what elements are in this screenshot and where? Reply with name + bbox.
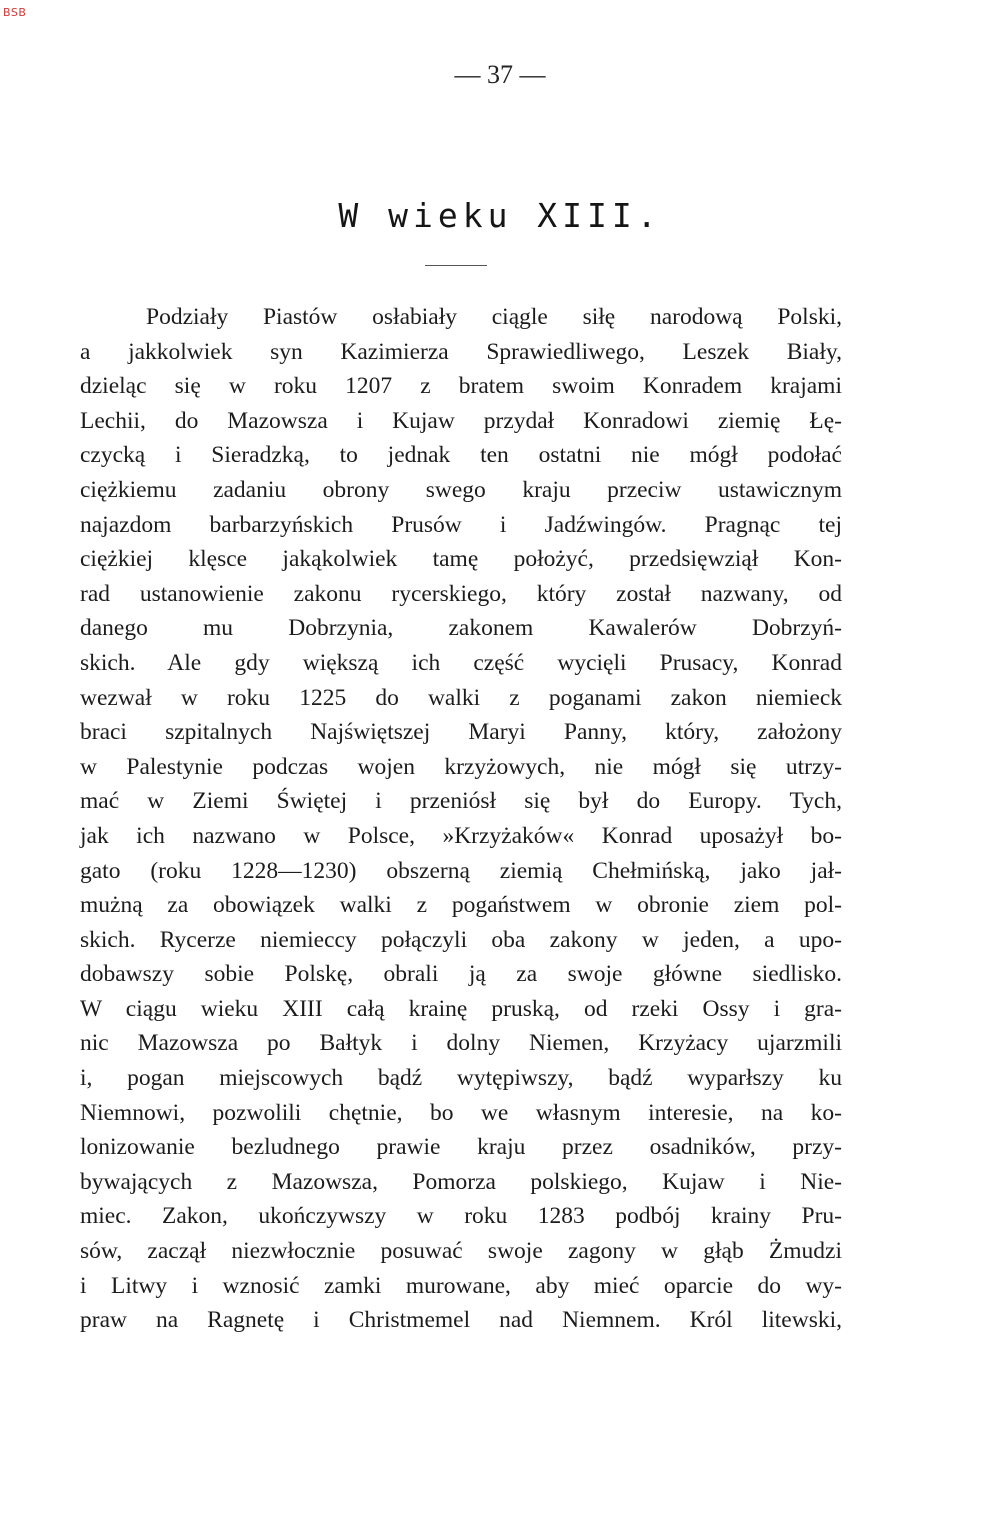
library-stamp: BSB (3, 6, 27, 19)
text-line: Niemnowi, pozwolili chętnie, bo we własnym interesie, na ko- (80, 1099, 842, 1126)
text-line: w Palestynie podczas wojen krzyżowych, nie mógł się utrzy- (80, 753, 842, 780)
chapter-title: W wieku XIII. (338, 196, 662, 235)
text-line: bywających z Mazowsza, Pomorza polskiego, Kujaw i Nie- (80, 1168, 842, 1195)
text-line: rad ustanowienie zakonu rycerskiego, który został nazwany, od (80, 580, 842, 607)
text-line: Lechii, do Mazowsza i Kujaw przydał Konradowi ziemię Łę- (80, 407, 842, 434)
text-line: dzieląc się w roku 1207 z bratem swoim Konradem krajami (80, 373, 842, 400)
text-line: sów, zaczął niezwłocznie posuwać swoje zagony w głąb Żmudzi (80, 1238, 842, 1265)
text-line: Podziały Piastów osłabiały ciągle siłę narodową Polski, (146, 304, 842, 330)
text-line: i Litwy i wznosić zamki murowane, aby mieć oparcie do wy- (80, 1272, 842, 1299)
text-line: skich. Rycerze niemieccy połączyli oba zakony w jeden, a upo- (80, 926, 842, 953)
body-paragraph (80, 300, 842, 1338)
text-line: najazdom barbarzyńskich Prusów i Jadźwingów. Pragnąc tej (80, 511, 842, 538)
text-line: danego mu Dobrzynia, zakonem Kawalerów Dobrzyń- (80, 615, 842, 642)
text-line: mać w Ziemi Świętej i przeniósł się był do Europy. Tych, (80, 788, 842, 815)
text-line: gato (roku 1228—1230) obszerną ziemią Chełmińską, jako jał- (80, 857, 842, 884)
page-number: — 37 — (454, 60, 546, 89)
text-line: praw na Ragnetę i Christmemel nad Niemnem. Król litewski, (80, 1307, 842, 1334)
text-line: skich. Ale gdy większą ich część wycięli Prusacy, Konrad (80, 649, 842, 676)
text-line: ciężkiej klęsce jakąkolwiek tamę położyć, przedsięwziął Kon- (80, 546, 842, 573)
text-line: czycką i Sieradzką, to jednak ten ostatni nie mógł podołać (80, 442, 842, 469)
text-line: mużną za obowiązek walki z pogaństwem w obronie ziem pol- (80, 892, 842, 919)
title-divider (425, 265, 487, 266)
text-line: jak ich nazwano w Polsce, »Krzyżaków« Konrad uposażył bo- (80, 822, 842, 849)
text-line: ciężkiemu zadaniu obrony swego kraju przeciw ustawicznym (80, 476, 842, 503)
text-line: i, pogan miejscowych bądź wytępiwszy, bądź wyparłszy ku (80, 1065, 842, 1092)
text-line: braci szpitalnych Najświętszej Maryi Panny, który, założony (80, 719, 842, 746)
text-line: W ciągu wieku XIII całą krainę pruską, od rzeki Ossy i gra- (80, 995, 842, 1022)
text-line: dobawszy sobie Polskę, obrali ją za swoje główne siedlisko. (80, 961, 842, 988)
text-line: lonizowanie bezludnego prawie kraju przez osadników, przy- (80, 1134, 842, 1161)
text-line: nic Mazowsza po Bałtyk i dolny Niemen, Krzyżacy ujarzmili (80, 1030, 842, 1057)
text-line: miec. Zakon, ukończywszy w roku 1283 podbój krainy Pru- (80, 1203, 842, 1230)
text-line: wezwał w roku 1225 do walki z poganami zakon niemieck (80, 684, 842, 711)
text-line: a jakkolwiek syn Kazimierza Sprawiedliwego, Leszek Biały, (80, 338, 842, 365)
